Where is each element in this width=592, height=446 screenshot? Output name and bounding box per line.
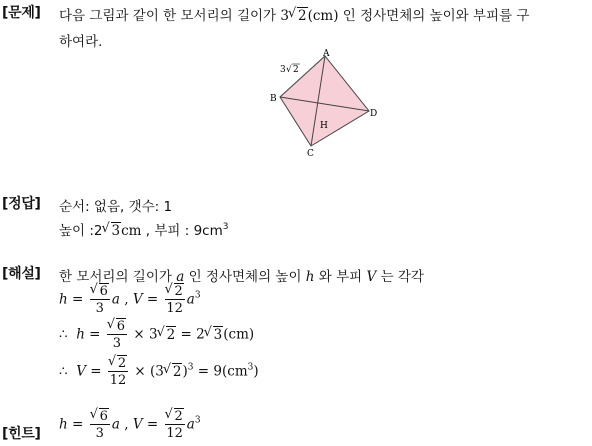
calc-height: ∴ h = √ $\frac{6}{3}$ × 3√ 2 = 2√ 3(cm) — [59, 320, 254, 350]
hint-label: [힌트] — [2, 426, 41, 442]
calc-volume: ∴ V = √ $\frac{2}{12}$ × (3√ $2)^3 = 9(cm^3)$ — [59, 357, 259, 387]
explanation-intro: 한 모서리의 길이가 a 인 정사면체의 높이 h 와 부피 V 는 각각 — [59, 269, 424, 285]
answer-order-count: 순서: 없음, 갯수: 1 — [59, 199, 173, 215]
tetrahedron-figure — [262, 46, 382, 160]
answer-label: [정답] — [2, 196, 41, 212]
problem-line-2: 하여라. — [59, 34, 103, 50]
explanation-label: [해설] — [2, 266, 41, 282]
problem-text-end: 인 정사면체의 높이와 부피를 구 — [342, 8, 530, 24]
answer-height-volume: 높이 :2√ 3cm , 부피 : $9cm^3$ — [59, 219, 228, 239]
vertex-b-label: B — [270, 94, 277, 104]
problem-text-start: 다음 그림과 같이 한 모서리의 길이가 — [59, 8, 277, 24]
problem-label: [문제] — [2, 5, 41, 21]
vertex-d-label: D — [370, 109, 378, 119]
edge-length: 3√ 2(cm) — [280, 8, 338, 24]
formula-height-volume: h = √ $\frac{6}{3}$ a , V = √ $\frac{2}{12}$ $a^3$ — [59, 285, 201, 315]
hint-formula: h = √ $\frac{6}{3}$ a , V = √ $\frac{2}{12}$ $a^3$ — [59, 410, 201, 440]
edge-radicand-label: 2 — [293, 65, 299, 75]
radical-sign: √ — [286, 65, 292, 75]
vertex-c-label: C — [307, 149, 314, 159]
edge-coef-label: 3 — [280, 65, 286, 75]
vertex-a-label: A — [323, 49, 330, 59]
point-h-label: H — [320, 121, 328, 131]
problem-line-1 — [59, 4, 529, 24]
